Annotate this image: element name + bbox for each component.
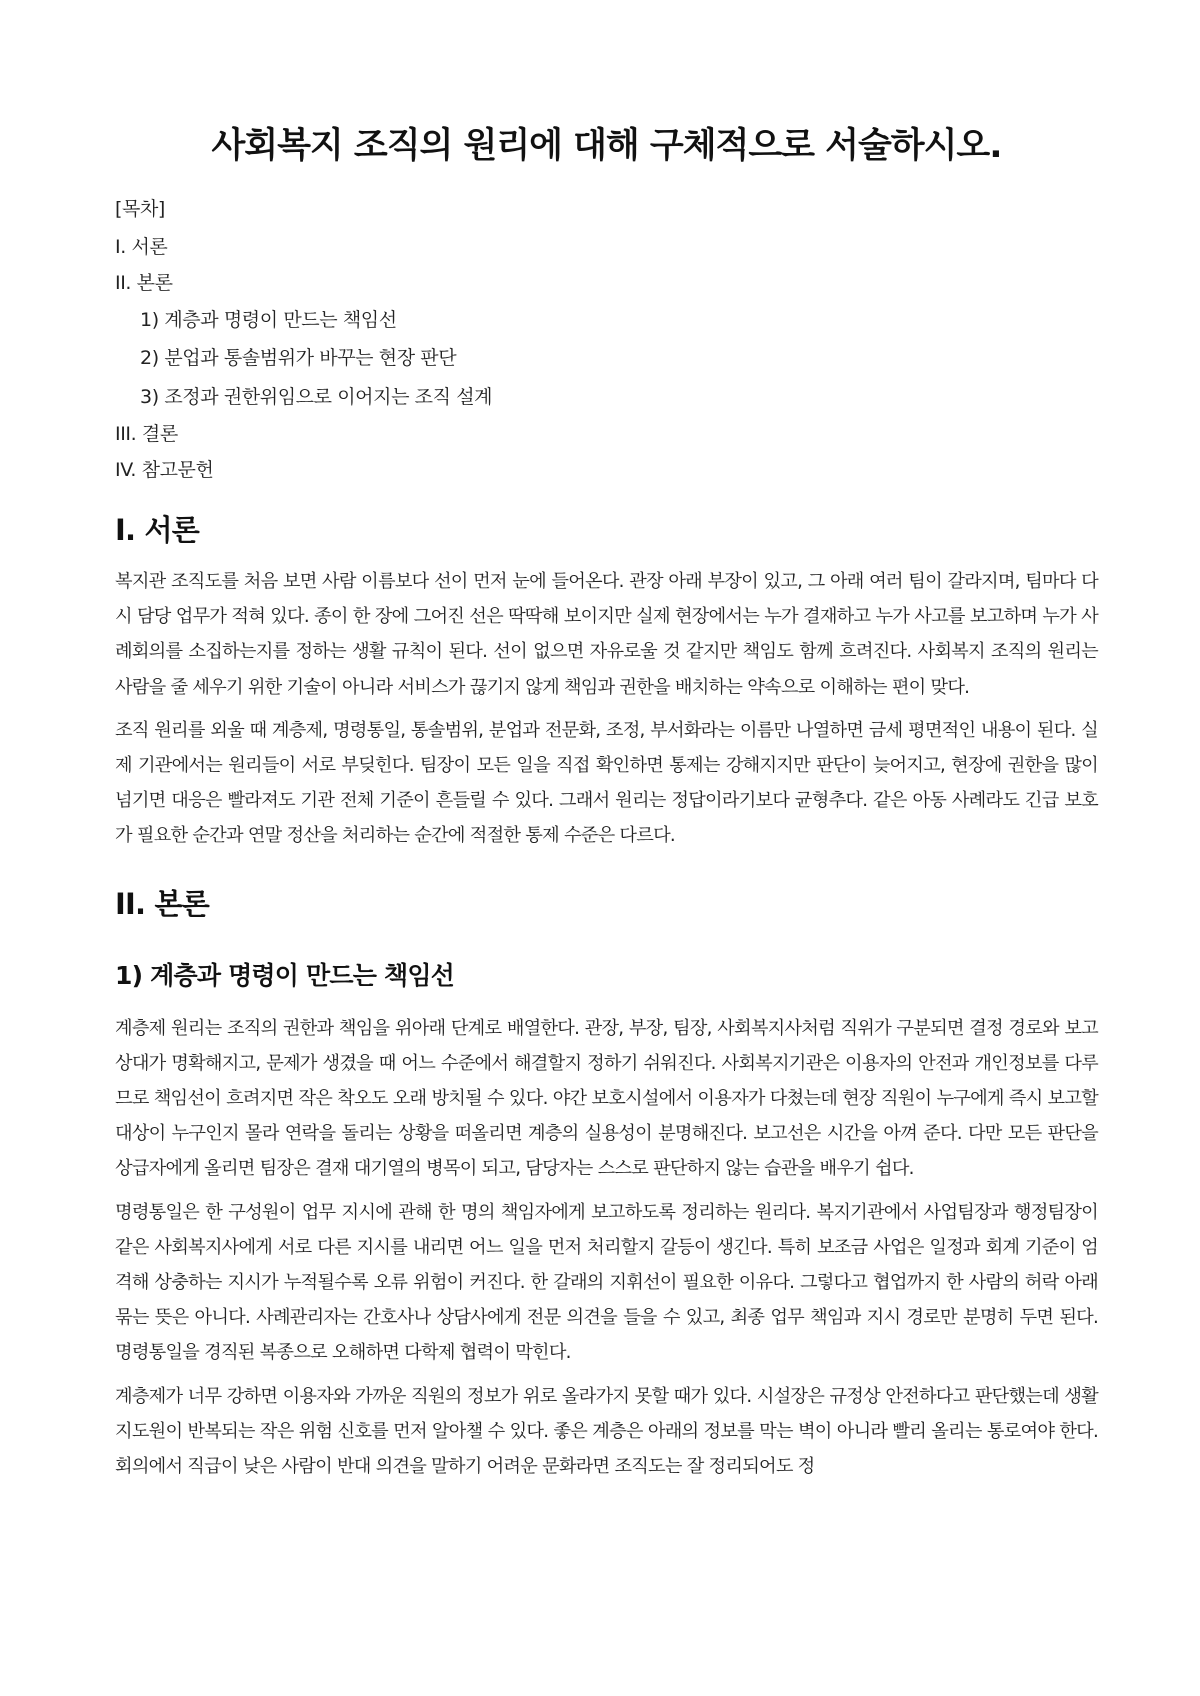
toc-item-body-3: 3) 조정과 권한위임으로 이어지는 조직 설계: [140, 385, 493, 408]
introduction-paragraph: 복지관 조직도를 처음 보면 사람 이름보다 선이 먼저 눈에 들어온다. 관장 아래 부장이 있고, 그 아래 여러 팀이 갈라지며, 팀마다 다시 담당 업무가 적혀 있다. 종이 한 장에 그어진 선은 딱딱해 보이지만 실제 현장에서는 누가 결재하고 누가 사고를 보고하며 누가 사례회의를 소집하는지를 정하는 생활 규칙이 된다. 선이 없으면 자유로울 것 같지만 책임도 함께 흐려진다. 사회복지 조직의 원리는 사람을 줄 세우기 위한 기술이 아니라 서비스가 끊기지 않게 책임과 권한을 배치하는 약속으로 이해하는 편이 맞다.: [115, 571, 1098, 698]
subsection-heading-hierarchy: 1) 계층과 명령이 만드는 책임선: [115, 960, 455, 990]
body-paragraph: 계층제가 너무 강하면 이용자와 가까운 직원의 정보가 위로 올라가지 못할 때가 있다. 시설장은 규정상 안전하다고 판단했는데 생활지도원이 반복되는 작은 위험 신호를 먼저 알아챌 수 있다. 좋은 계층은 아래의 정보를 막는 벽이 아니라 빨리 올리는 통로여야 한다. 회의에서 직급이 낮은 사람이 반대 의견을 말하기 어려운 문화라면 조직도는 잘 정리되어도 정: [115, 1385, 1098, 1478]
table-of-contents: [115, 190, 1098, 488]
toc-label: [목차]: [115, 198, 165, 220]
body-paragraph: 계층제 원리는 조직의 권한과 책임을 위아래 단계로 배열한다. 관장, 부장, 팀장, 사회복지사처럼 직위가 구분되면 결정 경로와 보고 상대가 명확해지고, 문제가 생겼을 때 어느 수준에서 해결할지 정하기 쉬워진다. 사회복지기관은 이용자의 안전과 개인정보를 다루므로 책임선이 흐려지면 작은 착오도 오래 방치될 수 있다. 야간 보호시설에서 이용자가 다쳤는데 현장 직원이 누구에게 즉시 보고할 대상이 누구인지 몰라 연락을 돌리는 상황을 떠올리면 계층의 실용성이 분명해진다. 보고선은 시간을 아껴 준다. 다만 모든 판단을 상급자에게 올리면 팀장은 결재 대기열의 병목이 되고, 담당자는 스스로 판단하지 않는 습관을 배우기 쉽다.: [115, 1017, 1098, 1180]
toc-item-body: II. 본론: [115, 271, 173, 294]
body-paragraph: 명령통일은 한 구성원이 업무 지시에 관해 한 명의 책임자에게 보고하도록 정리하는 원리다. 복지기관에서 사업팀장과 행정팀장이 같은 사회복지사에게 서로 다른 지시를 내리면 어느 일을 먼저 처리할지 갈등이 생긴다. 특히 보조금 사업은 일정과 회계 기준이 엄격해 상충하는 지시가 누적될수록 오류 위험이 커진다. 한 갈래의 지휘선이 필요한 이유다. 그렇다고 협업까지 한 사람의 허락 아래 묶는 뜻은 아니다. 사례관리자는 간호사나 상담사에게 전문 의견을 들을 수 있고, 최종 업무 책임과 지시 경로만 분명히 두면 된다. 명령통일을 경직된 복종으로 오해하면 다학제 협력이 막힌다.: [115, 1201, 1098, 1364]
introduction-paragraph: 조직 원리를 외울 때 계층제, 명령통일, 통솔범위, 분업과 전문화, 조정, 부서화라는 이름만 나열하면 금세 평면적인 내용이 된다. 실제 기관에서는 원리들이 서로 부딪힌다. 팀장이 모든 일을 직접 확인하면 통제는 강해지지만 판단이 늦어지고, 현장에 권한을 많이 넘기면 대응은 빨라져도 기관 전체 기준이 흔들릴 수 있다. 그래서 원리는 정답이라기보다 균형추다. 같은 아동 사례라도 긴급 보호가 필요한 순간과 연말 정산을 처리하는 순간에 적절한 통제 수준은 다르다.: [115, 719, 1098, 847]
document-page: [115, 0, 1098, 1484]
toc-item-introduction: I. 서론: [115, 235, 168, 258]
toc-item-body-1: 1) 계층과 명령이 만드는 책임선: [140, 308, 397, 331]
toc-item-references: IV. 참고문헌: [115, 459, 214, 481]
section-heading-body: II. 본론: [115, 886, 209, 921]
toc-item-body-2: 2) 분업과 통솔범위가 바꾸는 현장 판단: [140, 347, 457, 369]
toc-item-conclusion: III. 결론: [115, 423, 178, 445]
section-heading-introduction: I. 서론: [115, 513, 199, 547]
document-title: 사회복지 조직의 원리에 대해 구체적으로 서술하시오.: [211, 126, 1002, 166]
